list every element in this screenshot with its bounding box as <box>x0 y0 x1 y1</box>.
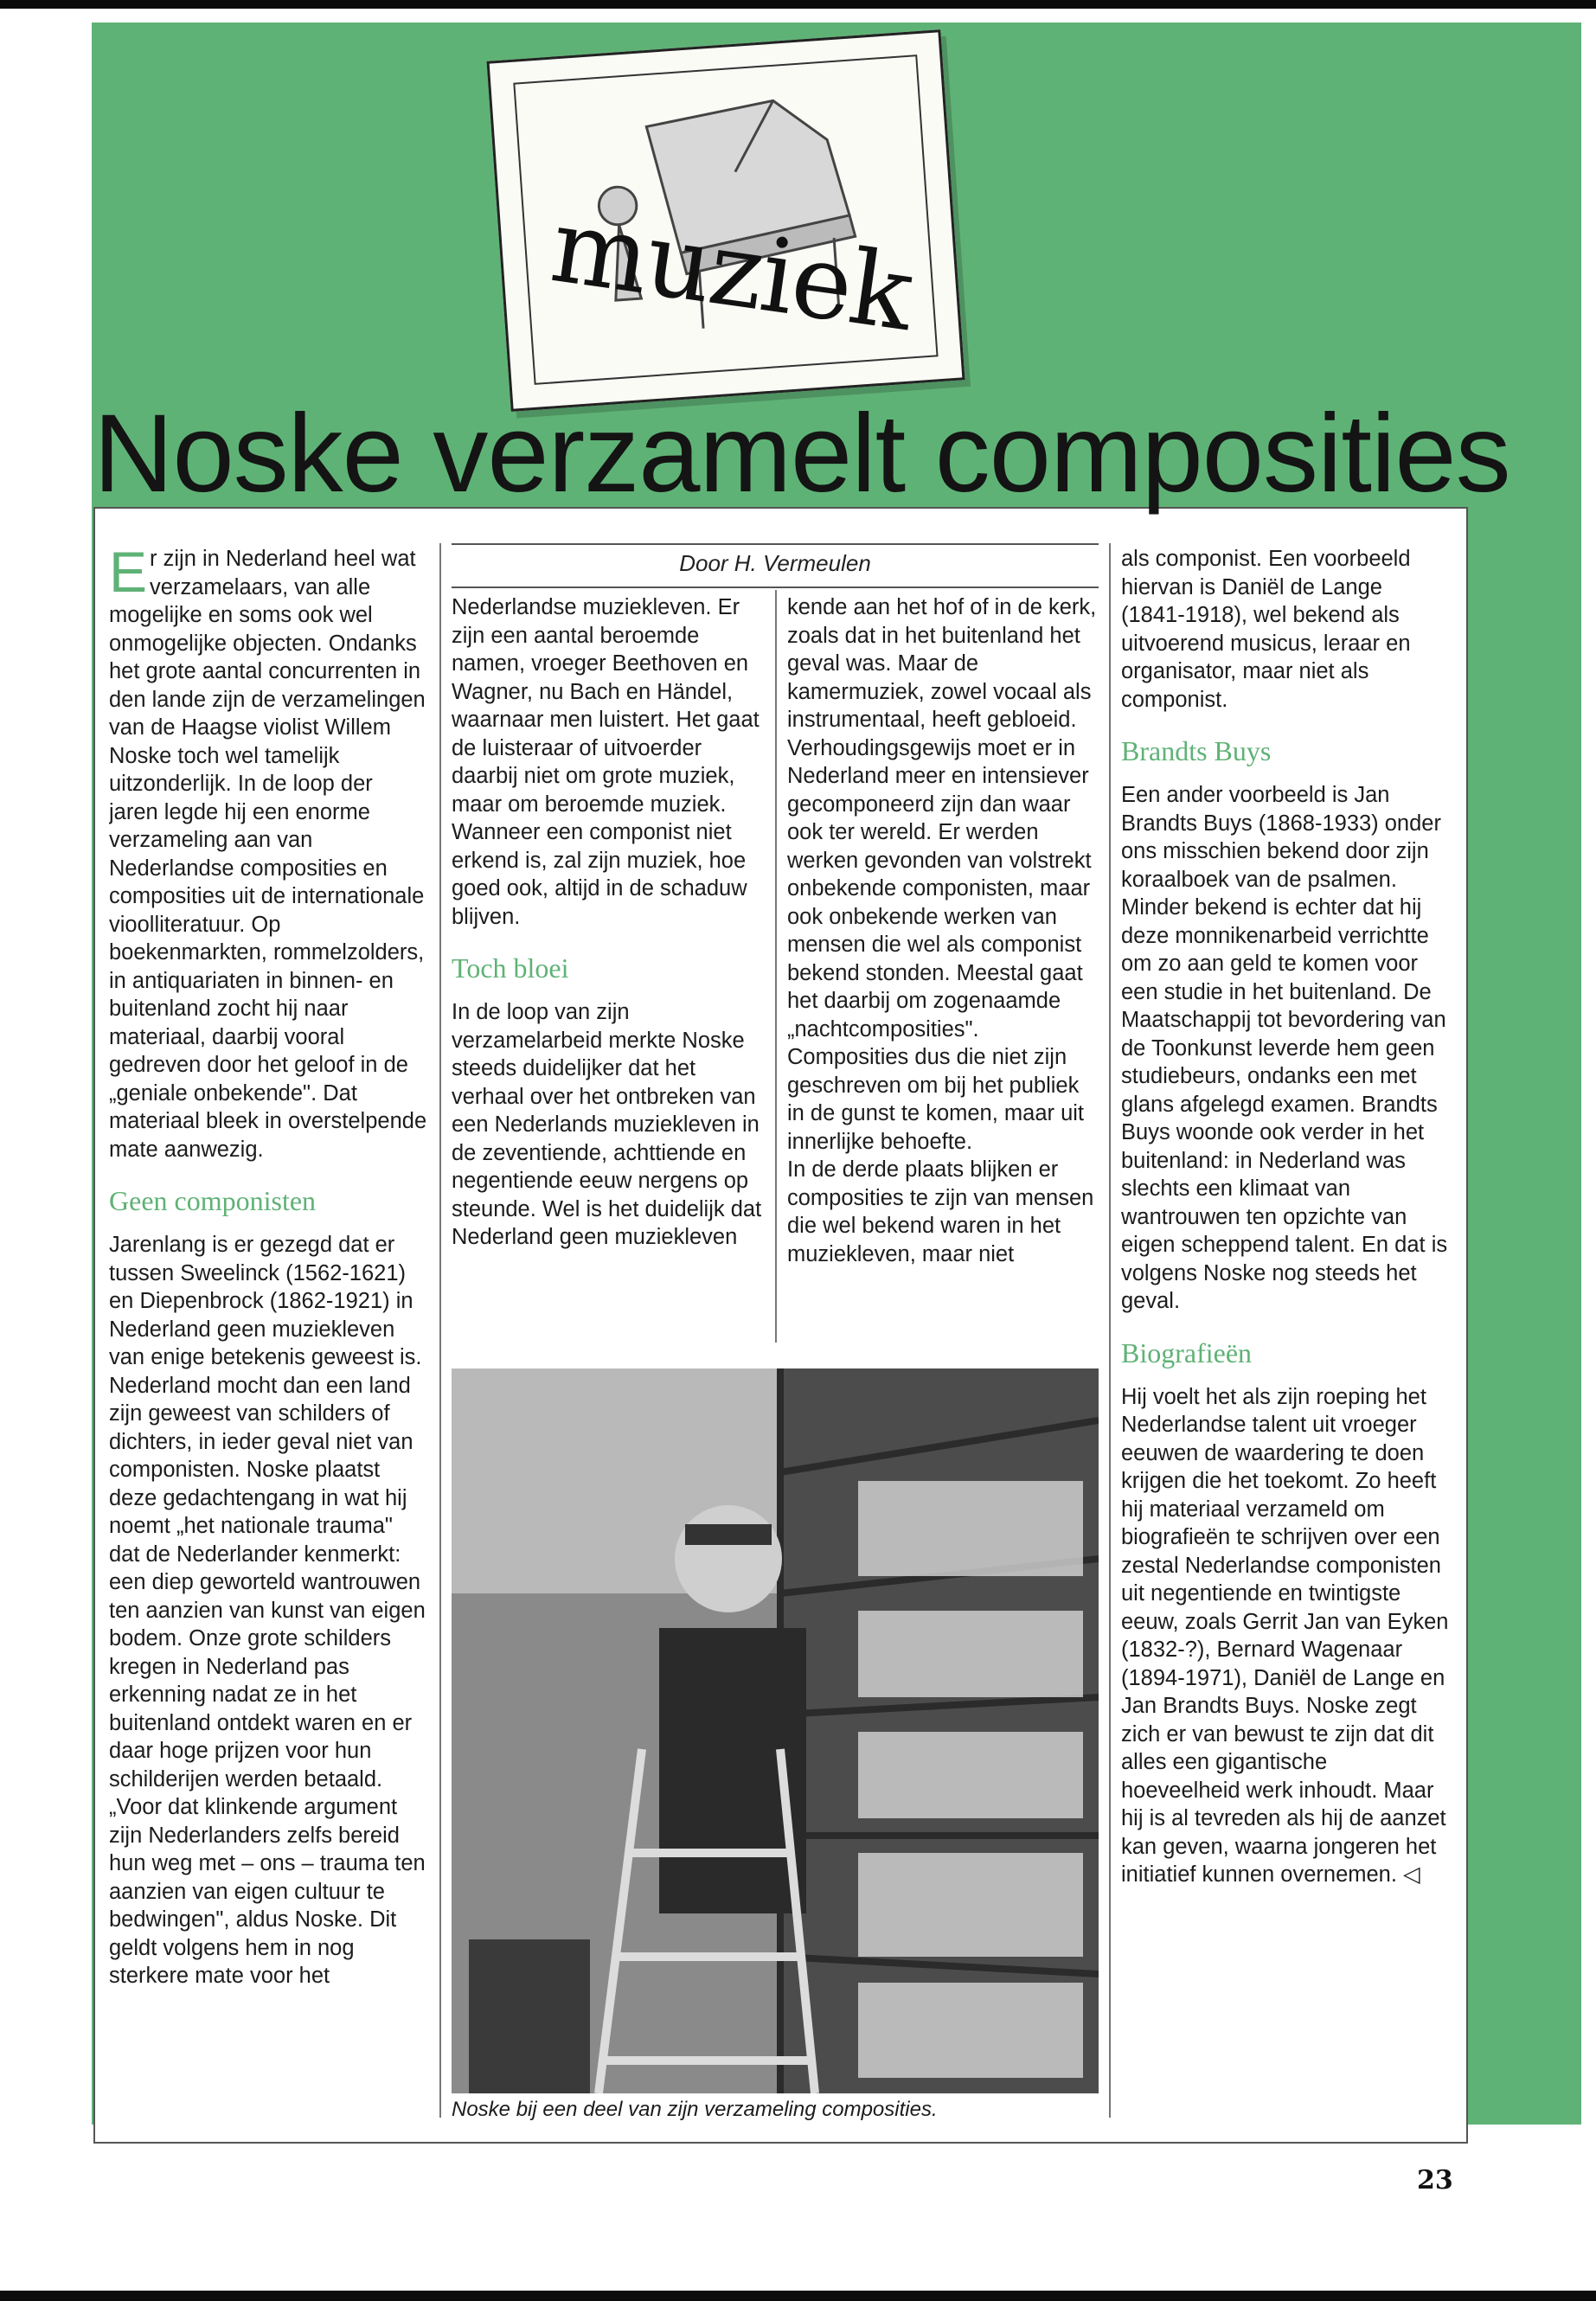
subhead-geen-componisten: Geen componisten <box>109 1185 317 1216</box>
column-4-body-2: Een ander voorbeeld is Jan Brandts Buys (1868-1933) onder ons misschien bekend door zijn koraalboek van de psalmen. Minder bekend is echter dat hij deze monnikenarbeid verrichtte om zo aan geld te komen voor een studie in het buitenland. De Maatschappij tot bevordering van de Toonkunst leverde hem geen studiebeurs, ondanks een met glans afgelegd examen. Brandts Buys woonde ook verder in het buitenland: in Nederland was slechts een klimaat van wantrouwen ten opzichte van eigen scheppend talent. En dat is volgens Noske nog steeds het geval. <box>1121 783 1448 1313</box>
scan-border-top <box>0 0 1596 9</box>
section-logo-word: muziek <box>544 185 919 354</box>
column-1 <box>109 545 427 2125</box>
page-number: 23 <box>1417 2165 1453 2195</box>
photo-caption: Noske bij een deel van zijn verzameling composities. <box>452 2098 938 2121</box>
subhead-toch-bloei: Toch bloei <box>452 952 569 984</box>
byline: Door H. Vermeulen <box>679 550 871 576</box>
section-logo-card <box>486 29 965 412</box>
drop-cap: E <box>109 545 148 604</box>
article-headline: Noske verzamelt composities <box>93 392 1510 516</box>
column-4 <box>1121 545 1452 2125</box>
column-rule-2 <box>775 590 777 1343</box>
column-2-body-continued: In de loop van zijn verzamelarbeid merkte Noske steeds duidelijker dat het verhaal over het ontbreken van een Nederlands muziekleven in de zeventiende, achttiende en negentiende eeuw nergens op steunde. Wel is het duidelijk dat Nederland geen muziekleven <box>452 1000 762 1249</box>
end-of-article-icon: ◁ <box>1403 1862 1420 1887</box>
column-3-body-continued: In de derde plaats blijken er composities te zijn van mensen die wel bekend waren in het muziekleven, maar niet <box>787 1157 1094 1266</box>
column-3 <box>787 593 1102 1346</box>
subhead-biografieen: Biografieën <box>1121 1336 1253 1368</box>
column-2-body: Nederlandse muziekleven. Er zijn een aantal beroemde namen, vroeger Beethoven en Wagner, nu Bach en Händel, waarnaar men luistert. Het gaat de luisteraar of uitvoerder daarbij niet om grote muziek, maar om beroemde muziek. Wanneer een componist niet erkend is, zal zijn muziek, hoe goed ook, altijd in de schaduw blijven. <box>452 595 760 929</box>
column-3-body: kende aan het hof of in de kerk, zoals dat in het buitenland het geval was. Maar de kamermuziek, zowel vocaal als instrumentaal, heeft gebloeid. Verhoudingsgewijs moet er in Nederland meer en intensiever gecomponeerd zijn dan waar ook ter wereld. Er werden werken gevonden van volstrekt onbekende componisten, maar ook onbekende werken van mensen die wel als componist bekend stonden. Meestal gaat het daarbij om zogenaamde „nachtcomposities". Composities dus die niet zijn geschreven om bij het publiek in de gunst te komen, maar uit innerlijke behoefte. <box>787 595 1097 1154</box>
subhead-brandts-buys: Brandts Buys <box>1121 735 1272 766</box>
column-2 <box>452 593 763 1346</box>
section-logo-frame <box>513 54 938 385</box>
column-1-body: Jarenlang is er gezegd dat er tussen Sweelinck (1562-1621) en Diepenbrock (1862-1921) in Nederland geen muziekleven van enige betekenis geweest is. Nederland mocht dan een land zijn geweest van schilders of dichters, in ieder geval niet van componisten. Noske plaatst deze gedachtengang in wat hij noemt „het nationale trauma" dat de Nederlander kenmerkt: een diep geworteld wantrouwen ten aanzien van kunst van eigen bodem. Onze grote schilders kregen in Nederland pas erkenning nadat ze in het buitenland ontdekt waren en er daar hoge prijzen voor hun schilderijen werden betaald. „Voor dat klinkende argument zijn Nederlanders zelfs bereid hun weg met – ons – trauma ten aanzien van eigen cultuur te bedwingen", aldus Noske. Dit geldt volgens hem in nog sterkere mate voor het <box>109 1233 426 1988</box>
photo-noske-bookshelves <box>452 1368 1099 2093</box>
intro-paragraph: r zijn in Nederland heel wat verzamelaars, van alle mogelijke en soms ook wel onmogelijke objecten. Ondanks het grote aantal concurrenten in den lande zijn de verzamelingen van de Haagse violist Willem Noske toch wel tamelijk uitzonderlijk. In de loop der jaren legde hij een enorme verzameling aan van Nederlandse composities en composities uit de internationale vioolliteratuur. Op boekenmarkten, rommelzolders, in antiquariaten in binnen- en buitenland zocht hij naar materiaal, daarbij vooral gedreven door het geloof in de „geniale onbekende". Dat materiaal bleek in overstelpende mate aanwezig. <box>109 547 427 1162</box>
column-4-body-3: Hij voelt het als zijn roeping het Nederlandse talent uit vroeger eeuwen de waardering te doen krijgen die het toekomt. Zo heeft hij materiaal verzameld om biografieën te schrijven over een zestal Nederlandse componisten uit negentiende en twintigste eeuw, zoals Gerrit Jan van Eyken (1832-?), Bernard Wagenaar (1894-1971), Daniël de Lange en Jan Brandts Buys. Noske zegt zich er van bewust te zijn dat dit alles een gigantische hoeveelheid werk inhoudt. Maar hij is al tevreden als hij de aanzet kan geven, waarna jongeren het initiatief kunnen overnemen. <box>1121 1384 1449 1887</box>
column-4-body: als componist. Een voorbeeld hiervan is Daniël de Lange (1841-1918), wel bekend als uitvoerend musicus, leraar en organisator, maar niet als componist. <box>1121 547 1411 712</box>
scan-border-bottom <box>0 2291 1596 2301</box>
column-rule-1 <box>439 543 441 2118</box>
byline-rule-top <box>452 543 1099 545</box>
article-photo <box>452 1368 1099 2093</box>
column-rule-3 <box>1109 543 1111 2118</box>
byline-rule-bottom <box>452 586 1099 588</box>
